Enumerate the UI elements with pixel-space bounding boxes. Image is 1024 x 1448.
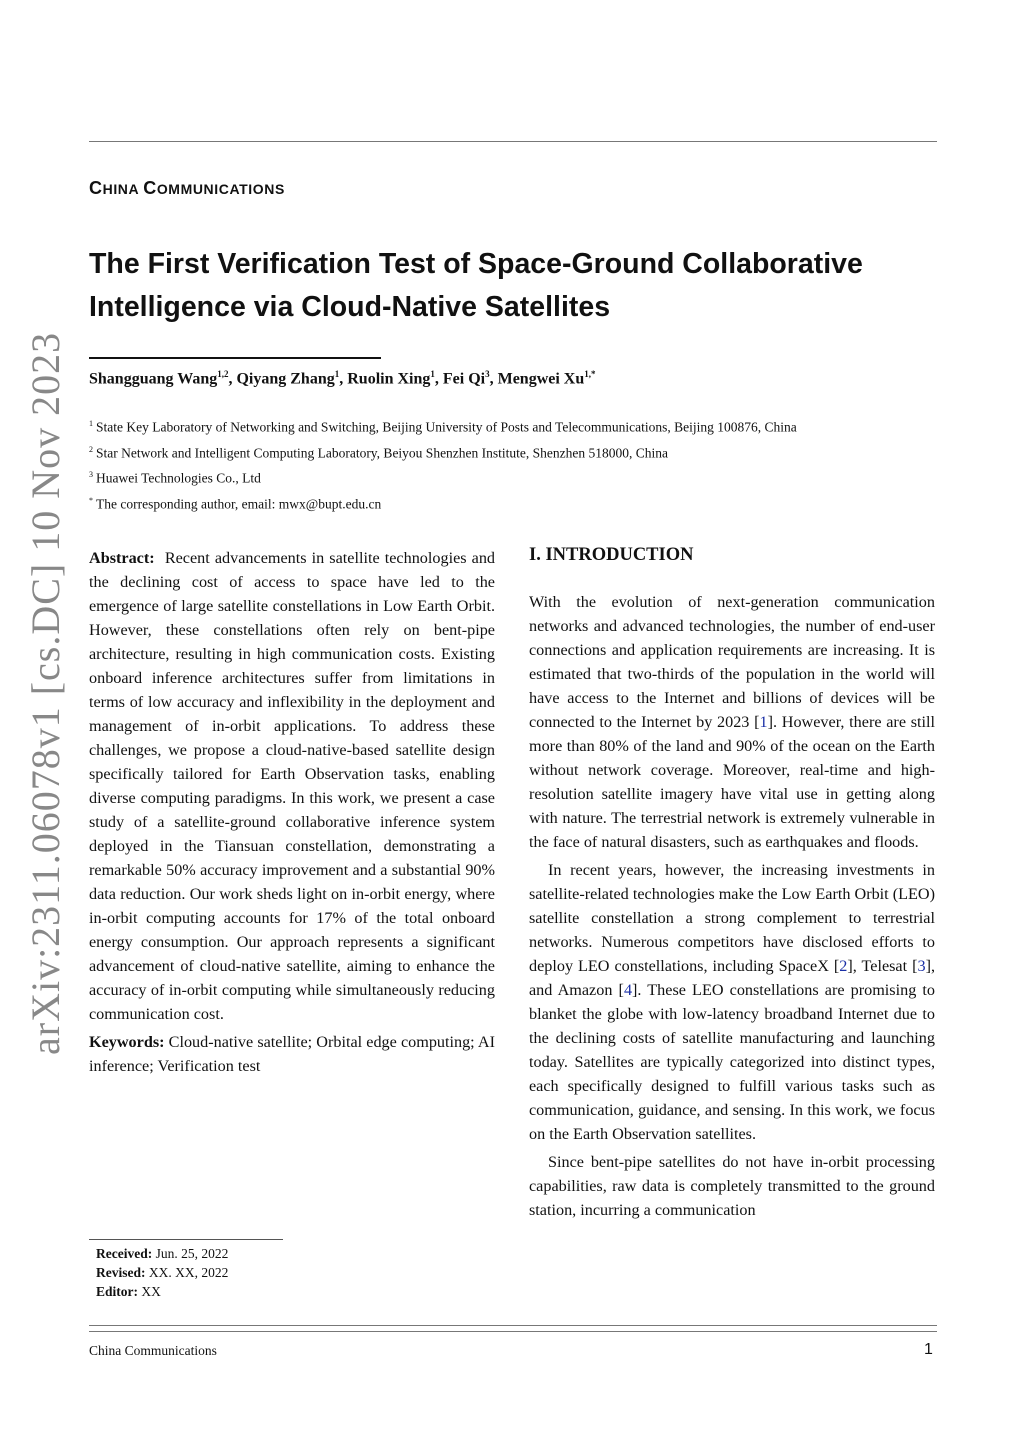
editor <box>96 1282 228 1301</box>
affiliation-mark: 3 <box>89 470 93 479</box>
intro-text: With the evolution of next-generation communication networks and advanced technologies, the number of end-user connections and application requirements are increasing. It is estimated that two-thirds of the population in the world will have access to the Internet and billions of devices will be connected to the Internet by 2023 [ <box>529 593 935 731</box>
top-rule <box>89 141 937 142</box>
citation-link[interactable]: 4 <box>623 981 633 999</box>
intro-text: ]. These LEO constellations are promising to blanket the globe with low-latency broadband Internet due to the declining costs of satellite manufacturing and launching today. Satellites are typically categorized into distinct types, each specifically designed to fulfill various tasks such as communication, guidance, and sensing. In this work, we focus on the Earth Observation satellites. <box>529 981 935 1143</box>
journal-word-1: HINA <box>102 181 144 197</box>
intro-paragraph-1 <box>529 590 935 854</box>
citation-link[interactable]: 1 <box>759 713 768 731</box>
received-value: Jun. 25, 2022 <box>155 1246 229 1261</box>
intro-text: ]. However, there are still more than 80% of the land and 90% of the ocean on the Earth without network coverage. Moreover, real-time and high-resolution satellite imagery have vital use in getting along with nature. The terrestrial network is extremely vulnerable in the face of natural disasters, such as earthquakes and floods. <box>529 713 935 851</box>
author-affil-mark: 1,* <box>584 369 596 379</box>
affiliation-text: Huawei Technologies Co., Ltd <box>96 470 261 486</box>
author-affil-mark: 3 <box>485 369 490 379</box>
author-affil-mark: 1 <box>334 369 340 379</box>
keywords <box>89 1030 495 1078</box>
intro-text: ], Telesat [ <box>847 957 918 975</box>
author-name: Shangguang Wang <box>89 370 218 388</box>
abstract-text: Recent advancements in satellite technologies and the declining cost of access to space have led to the emergence of large satellite constellations in Low Earth Orbit. However, these constellations often rely on bent-pipe architecture, resulting in high communication costs. Existing onboard inference architectures suffer from limitations in terms of low accuracy and inflexibility in the deployment and management of in-orbit applications. To address these challenges, we propose a cloud-native-based satellite design specifically tailored for Earth Observation tasks, enabling diverse computing paradigms. In this work, we present a case study of a satellite-ground collaborative inference system deployed in the Tiansuan constellation, demonstrating a remarkable 50% accuracy improvement and a substantial 90% data reduction. Our work sheds light on in-orbit energy, where in-orbit computing accounts for 17% of the total onboard energy consumption. Our approach represents a significant advancement of cloud-native satellite, aiming to enhance the accuracy of in-orbit computing while simultaneously reducing communication cost. <box>89 549 496 1023</box>
affiliation-mark: 1 <box>89 419 93 428</box>
submission-dates <box>96 1244 228 1301</box>
affiliation-list <box>89 413 797 515</box>
dates-divider <box>89 1239 283 1240</box>
received-label: Received: <box>96 1246 153 1261</box>
affiliation-mark: * <box>89 495 93 505</box>
journal-initial-1: C <box>89 178 103 198</box>
arxiv-stamp: arXiv:2311.06078v1 [cs.DC] 10 Nov 2023 <box>23 331 68 1055</box>
journal-word-2: OMMUNICATIONS <box>156 181 285 197</box>
author-name: Qiyang Zhang <box>236 370 335 388</box>
affiliation-item <box>89 464 797 490</box>
affiliation-item <box>89 439 797 465</box>
abstract <box>89 546 495 1026</box>
author-name: Fei Qi <box>442 370 486 388</box>
author-name: Mengwei Xu <box>497 370 585 388</box>
received-date <box>96 1244 228 1263</box>
editor-value: XX <box>141 1284 161 1299</box>
footer-rule-1 <box>89 1325 937 1326</box>
title-underline <box>89 357 381 359</box>
affiliation-text: State Key Laboratory of Networking and Switching, Beijing University of Posts and Telecommunications, Beijing 100876, China <box>96 419 797 435</box>
editor-label: Editor: <box>96 1284 138 1299</box>
section-heading-introduction: I. INTRODUCTION <box>529 545 694 565</box>
right-column <box>529 590 935 1222</box>
author-list: Shangguang Wang$^{1,2}$, Qiyang Zhang$^1$, Ruolin Xing$^1$, Fei Qi$^3$, Mengwei $Xu^{1,*}$ <box>89 369 596 388</box>
abstract-label: Abstract: <box>89 549 155 567</box>
affiliation-text: Star Network and Intelligent Computing Laboratory, Beiyou Shenzhen Institute, Shenzhen 518000, China <box>96 445 669 460</box>
intro-text: ], and Amazon [ <box>529 957 935 999</box>
affiliation-mark: 2 <box>89 444 93 454</box>
affiliation-text: The corresponding author, email: mwx@bupt.edu.cn <box>96 496 382 511</box>
footer-journal: China Communications <box>89 1343 217 1358</box>
intro-text: In recent years, however, the increasing investments in satellite-related technologies make the Low Earth Orbit (LEO) satellite constellation a strong complement to terrestrial networks. Numerous competitors have disclosed efforts to deploy LEO constellations, including SpaceX [ <box>529 861 935 975</box>
page-number: 1 <box>924 1341 933 1358</box>
footer-rule-2 <box>89 1331 937 1332</box>
left-column <box>89 546 495 1078</box>
intro-paragraph-3: Since bent-pipe satellites do not have in-orbit processing capabilities, raw data is completely transmitted to the ground station, incurring a communication <box>529 1153 935 1219</box>
citation-link[interactable]: 3 <box>917 957 926 975</box>
citation-link[interactable]: 2 <box>839 957 848 975</box>
author-affil-mark: 1 <box>430 369 435 379</box>
keywords-label: Keywords: <box>89 1033 165 1051</box>
journal-name <box>89 178 285 199</box>
revised-date <box>96 1263 228 1282</box>
keywords-text: Cloud-native satellite; Orbital edge computing; AI inference; Verification test <box>89 1033 495 1075</box>
intro-paragraph-2 <box>529 858 935 1146</box>
affiliation-item <box>89 490 797 516</box>
author-affil-mark: 1,2 <box>217 369 229 379</box>
paper-title: The First Verification Test of Space-Ground Collaborative Intelligence via Cloud-Native Satellites <box>89 248 863 323</box>
journal-initial-2: C <box>143 178 157 198</box>
affiliation-item <box>89 413 797 439</box>
author-name: Ruolin Xing <box>347 370 431 388</box>
revised-value: XX. XX, 2022 <box>148 1265 229 1280</box>
revised-label: Revised: <box>96 1265 146 1280</box>
